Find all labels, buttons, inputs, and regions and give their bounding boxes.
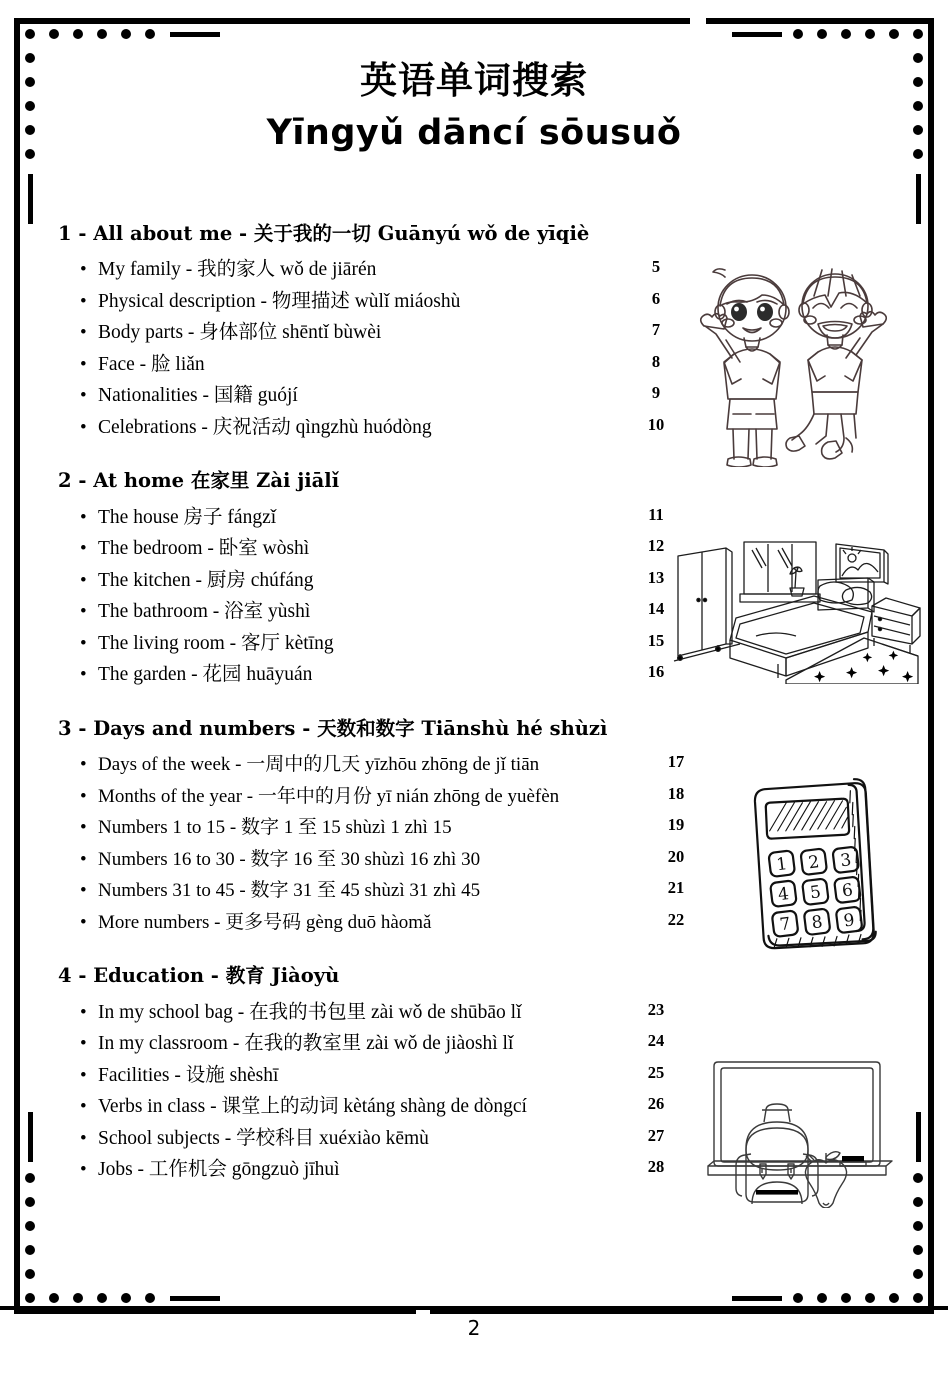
deco-dot-h-bottom-right — [817, 1293, 827, 1303]
toc-entry[interactable] — [78, 286, 668, 318]
toc-entry-label: Facilities - 设施 shèshī — [98, 1064, 279, 1086]
toc-entry-label: Jobs - 工作机会 gōngzuò jīhuì — [98, 1159, 340, 1181]
toc-entry-list — [78, 997, 668, 1186]
bullet-icon: • — [80, 569, 87, 591]
deco-bar-h-top-right — [732, 32, 782, 37]
bullet-icon: • — [80, 1001, 87, 1023]
toc-entry-label: The garden - 花园 huāyuán — [98, 664, 313, 686]
deco-dot-h-bottom-right — [841, 1293, 851, 1303]
bullet-icon: • — [80, 1033, 87, 1055]
toc-entry-label: The bathroom - 浴室 yùshì — [98, 601, 311, 623]
toc-entry[interactable] — [78, 781, 685, 813]
toc-entry[interactable] — [78, 749, 685, 781]
deco-dot-v-top-right — [913, 125, 923, 135]
toc-entry[interactable] — [78, 812, 685, 844]
svg-text:2: 2 — [807, 852, 821, 874]
toc-entry-page-number: 20 — [667, 846, 685, 866]
deco-dot-h-top-left — [145, 29, 155, 39]
deco-dot-v-top-right — [913, 77, 923, 87]
deco-dot-h-top-right — [889, 29, 899, 39]
deco-dot-h-top-left — [49, 29, 59, 39]
toc-entry-label: In my school bag - 在我的书包里 zài wǒ de shūbāo lǐ — [98, 1001, 522, 1023]
toc-entry-page-number: 14 — [647, 599, 665, 619]
toc-entry-page-number: 28 — [647, 1157, 665, 1177]
toc-entry-page-number: 10 — [647, 414, 665, 434]
deco-dot-v-top-left — [25, 125, 35, 135]
deco-dot-v-top-right — [913, 101, 923, 111]
section-heading: 3 - Days and numbers - 天数和数字 Tiānshù hé shùzì — [58, 716, 608, 740]
toc-entry-page-number: 21 — [667, 878, 685, 898]
toc-entry[interactable] — [78, 628, 668, 660]
toc-entry-page-number: 27 — [647, 1125, 665, 1145]
footer-separator-rule — [0, 1306, 948, 1310]
deco-dot-v-bottom-right — [913, 1245, 923, 1255]
toc-entry[interactable] — [78, 317, 668, 349]
toc-entry-label: Numbers 1 to 15 - 数字 1 至 15 shùzì 1 zhì 15 — [98, 817, 452, 839]
toc-entry-page-number: 25 — [647, 1062, 665, 1082]
toc-entry-label: More numbers - 更多号码 gèng duō hàomǎ — [98, 911, 432, 933]
bullet-icon: • — [80, 911, 87, 933]
page-title-chinese: 英语单词搜索 — [360, 59, 588, 102]
toc-entry-page-number: 16 — [647, 662, 665, 682]
page-border-gap-top — [690, 14, 706, 26]
toc-entry-list — [78, 254, 668, 443]
deco-dot-v-top-right — [913, 53, 923, 63]
toc-entry-label: Body parts - 身体部位 shēntǐ bùwèi — [98, 322, 382, 344]
deco-dot-h-bottom-right — [889, 1293, 899, 1303]
toc-entry[interactable] — [78, 1060, 668, 1092]
deco-dot-v-bottom-right — [913, 1269, 923, 1279]
bullet-icon: • — [80, 259, 87, 281]
toc-section — [0, 469, 948, 690]
toc-section — [0, 222, 948, 443]
toc-entry[interactable] — [78, 380, 668, 412]
deco-dot-h-top-right — [817, 29, 827, 39]
footer-page-number: 2 — [467, 1316, 481, 1340]
deco-bar-h-bottom-right — [732, 1296, 782, 1301]
deco-bar-h-bottom-left — [170, 1296, 220, 1301]
toc-entry-page-number: 12 — [647, 536, 665, 556]
deco-dot-v-bottom-left — [25, 1269, 35, 1279]
deco-dot-v-bottom-left — [25, 1245, 35, 1255]
toc-entry[interactable] — [78, 1028, 668, 1060]
svg-text:3: 3 — [839, 850, 853, 872]
toc-entry-label: The living room - 客厅 kètīng — [98, 632, 334, 654]
deco-dot-h-bottom-left — [25, 1293, 35, 1303]
toc-entry[interactable] — [78, 1091, 668, 1123]
deco-dot-h-bottom-left — [49, 1293, 59, 1303]
deco-dot-h-bottom-left — [97, 1293, 107, 1303]
toc-entry-label: Celebrations - 庆祝活动 qìngzhù huódòng — [98, 416, 432, 438]
toc-entry-page-number: 19 — [667, 815, 685, 835]
table-of-contents — [0, 222, 948, 1212]
deco-dot-h-bottom-right — [913, 1293, 923, 1303]
bullet-icon: • — [80, 880, 87, 902]
toc-entry-label: Numbers 31 to 45 - 数字 31 至 45 shùzì 31 zhì 45 — [98, 880, 481, 902]
deco-bar-v-top-right — [916, 174, 921, 224]
page-title-pinyin: Yīngyǔ dāncí sōusuǒ — [266, 113, 682, 154]
toc-entry-label: Verbs in class - 课堂上的动词 kètáng shàng de dòngcí — [98, 1096, 527, 1118]
toc-entry[interactable] — [78, 1123, 668, 1155]
svg-text:9: 9 — [842, 910, 856, 932]
toc-entry-page-number: 15 — [647, 630, 665, 650]
toc-entry-page-number: 13 — [647, 567, 665, 587]
toc-section — [0, 964, 948, 1185]
toc-entry-page-number: 18 — [667, 783, 685, 803]
toc-entry-page-number: 7 — [651, 320, 661, 340]
toc-entry-page-number: 22 — [667, 909, 685, 929]
toc-entry-page-number: 8 — [651, 351, 661, 371]
bullet-icon: • — [80, 1064, 87, 1086]
toc-entry[interactable] — [78, 412, 668, 444]
deco-dot-h-top-left — [73, 29, 83, 39]
toc-entry-page-number: 6 — [651, 288, 661, 308]
toc-entry-list — [78, 749, 685, 938]
deco-dot-v-top-left — [25, 77, 35, 87]
document-header — [60, 58, 888, 158]
deco-dot-h-top-right — [865, 29, 875, 39]
bullet-icon: • — [80, 322, 87, 344]
toc-entry-page-number: 24 — [647, 1031, 665, 1051]
toc-entry-label: The house 房子 fángzǐ — [98, 506, 277, 528]
svg-text:4: 4 — [776, 884, 791, 906]
deco-dot-h-top-left — [25, 29, 35, 39]
toc-entry-page-number: 23 — [647, 999, 665, 1019]
deco-dot-v-top-left — [25, 101, 35, 111]
toc-entry[interactable] — [78, 997, 668, 1029]
toc-entry-page-number: 26 — [647, 1094, 665, 1114]
toc-entry-list — [78, 502, 668, 691]
toc-entry-label: School subjects - 学校科目 xuéxiào kēmù — [98, 1127, 429, 1149]
toc-entry-label: Months of the year - 一年中的月份 yī nián zhōng de yuèfèn — [98, 785, 560, 807]
bullet-icon: • — [80, 817, 87, 839]
toc-entry[interactable] — [78, 875, 685, 907]
section-heading: 4 - Education - 教育 Jiàoyù — [58, 964, 340, 988]
svg-text:8: 8 — [810, 912, 824, 934]
deco-dot-h-bottom-right — [793, 1293, 803, 1303]
deco-dot-h-bottom-right — [865, 1293, 875, 1303]
bullet-icon: • — [80, 353, 87, 375]
deco-dot-v-top-left — [25, 149, 35, 159]
toc-entry-page-number: 17 — [667, 752, 685, 772]
toc-section — [0, 717, 948, 938]
toc-entry-page-number: 9 — [651, 383, 661, 403]
bullet-icon: • — [80, 754, 87, 776]
toc-entry-page-number: 11 — [648, 504, 664, 524]
svg-text:1: 1 — [775, 854, 789, 876]
toc-entry[interactable] — [78, 565, 668, 597]
bullet-icon: • — [80, 785, 87, 807]
deco-dot-v-top-left — [25, 53, 35, 63]
toc-entry-page-number: 5 — [651, 257, 661, 277]
toc-entry[interactable] — [78, 596, 668, 628]
toc-entry-label: The bedroom - 卧室 wòshì — [98, 538, 310, 560]
deco-dot-h-top-right — [913, 29, 923, 39]
toc-entry[interactable] — [78, 502, 668, 534]
deco-dot-h-bottom-left — [145, 1293, 155, 1303]
toc-entry[interactable] — [78, 659, 668, 691]
toc-entry[interactable] — [78, 907, 685, 939]
bullet-icon: • — [80, 538, 87, 560]
toc-entry-label: Physical description - 物理描述 wùlǐ miáoshù — [98, 290, 461, 312]
toc-entry[interactable] — [78, 844, 685, 876]
bullet-icon: • — [80, 848, 87, 870]
toc-entry-label: Nationalities - 国籍 guójí — [98, 385, 298, 407]
bullet-icon: • — [80, 1127, 87, 1149]
bullet-icon: • — [80, 1159, 87, 1181]
toc-entry-label: Days of the week - 一周中的几天 yīzhōu zhōng de jǐ tiān — [98, 754, 540, 776]
toc-entry[interactable] — [78, 1154, 668, 1186]
toc-entry-label: The kitchen - 厨房 chúfáng — [98, 569, 314, 591]
bullet-icon: • — [80, 601, 87, 623]
deco-bar-h-top-left — [170, 32, 220, 37]
section-heading: 2 - At home 在家里 Zài jiālǐ — [58, 469, 340, 493]
toc-entry-label: In my classroom - 在我的教室里 zài wǒ de jiàoshì lǐ — [98, 1033, 514, 1055]
deco-dot-h-bottom-left — [121, 1293, 131, 1303]
deco-dot-h-top-right — [793, 29, 803, 39]
deco-dot-h-top-left — [121, 29, 131, 39]
toc-entry[interactable] — [78, 533, 668, 565]
bullet-icon: • — [80, 385, 87, 407]
deco-dot-v-top-right — [913, 149, 923, 159]
bullet-icon: • — [80, 290, 87, 312]
bullet-icon: • — [80, 632, 87, 654]
deco-dot-h-bottom-left — [73, 1293, 83, 1303]
bullet-icon: • — [80, 506, 87, 528]
toc-entry[interactable] — [78, 349, 668, 381]
bullet-icon: • — [80, 664, 87, 686]
deco-dot-v-bottom-right — [913, 1221, 923, 1231]
svg-text:6: 6 — [840, 880, 855, 902]
toc-entry-label: Numbers 16 to 30 - 数字 16 至 30 shùzì 16 zhì 30 — [98, 848, 481, 870]
toc-entry[interactable] — [78, 254, 668, 286]
svg-text:5: 5 — [808, 882, 823, 904]
svg-text:7: 7 — [778, 914, 792, 936]
toc-entry-label: My family - 我的家人 wǒ de jiārén — [98, 259, 377, 281]
bullet-icon: • — [80, 416, 87, 438]
deco-dot-h-top-right — [841, 29, 851, 39]
deco-dot-v-bottom-left — [25, 1221, 35, 1231]
section-heading: 1 - All about me - 关于我的一切 Guānyú wǒ de yīqiè — [58, 222, 590, 245]
bullet-icon: • — [80, 1096, 87, 1118]
toc-entry-label: Face - 脸 liǎn — [98, 353, 205, 375]
deco-bar-v-top-left — [28, 174, 33, 224]
deco-dot-h-top-left — [97, 29, 107, 39]
